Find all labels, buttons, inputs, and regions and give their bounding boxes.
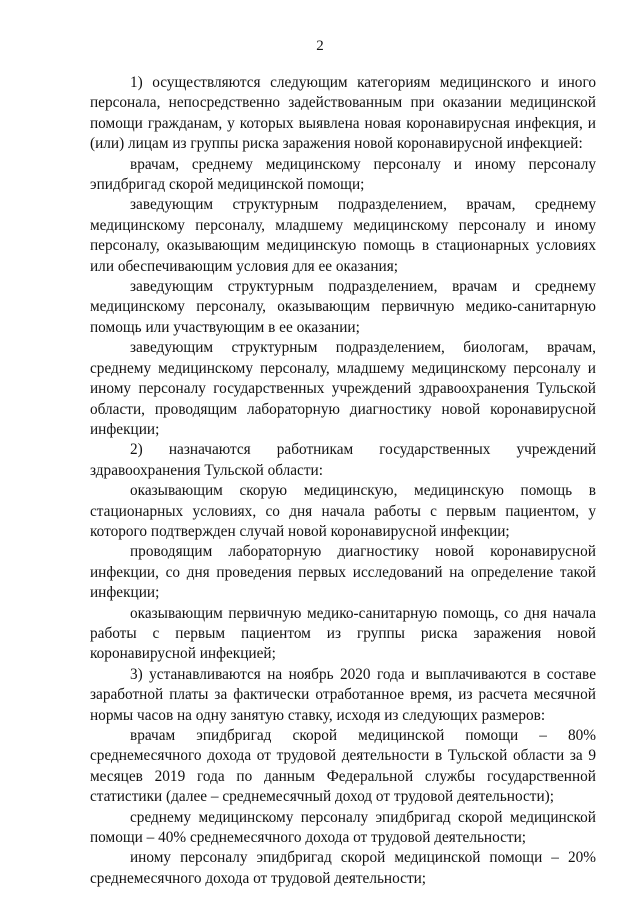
page-number: 2 <box>316 38 324 54</box>
paragraph-nurses-40-percent: среднему медицинскому персоналу эпидбригад скорой медицинской помощи – 40% среднемесячного дохода от трудовой деятельности; <box>90 808 596 847</box>
paragraph-laboratory-start: проводящим лабораторную диагностику новой коронавирусной инфекции, со дня проведения первых исследований на определение такой инфекции; <box>90 543 596 602</box>
paragraph-1-categories-intro: 1) осуществляются следующим категориям медицинского и иного персонала, непосредственно задействованным при оказании медицинской помощи гражданам, у которых выявлена новая коронавирусная инфекция, и (или) лицам из группы риска заражения новой коронавирусной инфекцией: <box>90 74 596 153</box>
document-body <box>90 73 596 889</box>
paragraph-primary-care-start: оказывающим первичную медико-санитарную помощь, со дня начала работы с первым пациентом из группы риска заражения новой коронавирусной инфекцией; <box>90 604 596 663</box>
paragraph-laboratory-staff: заведующим структурным подразделением, биологам, врачам, среднему медицинскому персоналу, младшему медицинскому персоналу и иному персоналу государственных учреждений здравоохранения Тульской области, проводящим лабораторную диагностику новой коронавирусной инфекции; <box>90 339 596 438</box>
paragraph-2-assignment-intro: 2) назначаются работникам государственных учреждений здравоохранения Тульской области: <box>90 441 596 479</box>
paragraph-emergency-inpatient-start: оказывающим скорую медицинскую, медицинскую помощь в стационарных условиях, со дня начала работы с первым пациентом, у которого подтвержден случай новой коронавирусной инфекции; <box>90 482 596 540</box>
paragraph-doctors-80-percent: врачам эпидбригад скорой медицинской помощи – 80% среднемесячного дохода от трудовой деятельности в Тульской области за 9 месяцев 2019 года по данным Федеральной службы государственной статистики (далее – среднемесячный доход от трудовой деятельности); <box>90 727 596 806</box>
paragraph-inpatient-staff: заведующим структурным подразделением, врачам, среднему медицинскому персоналу, младшему медицинскому персоналу и иному персоналу, оказывающим медицинскую помощь в стационарных условиях или обеспечивающим условия для ее оказания; <box>90 196 596 275</box>
paragraph-ambulance-staff: врачам, среднему медицинскому персоналу и иному персоналу эпидбригад скорой медицинской помощи; <box>90 155 596 194</box>
paragraph-other-staff-20-percent: иному персоналу эпидбригад скорой медицинской помощи – 20% среднемесячного дохода от трудовой деятельности; <box>90 849 596 887</box>
paragraph-3-amounts-intro: 3) устанавливаются на ноябрь 2020 года и выплачиваются в составе заработной платы за фактически отработанное время, из расчета месячной нормы часов на одну занятую ставку, исходя из следующих размеров: <box>90 665 596 724</box>
paragraph-primary-care-staff: заведующим структурным подразделением, врачам и среднему медицинскому персоналу, оказывающим первичную медико-санитарную помощь или участвующим в ее оказании; <box>90 278 596 336</box>
